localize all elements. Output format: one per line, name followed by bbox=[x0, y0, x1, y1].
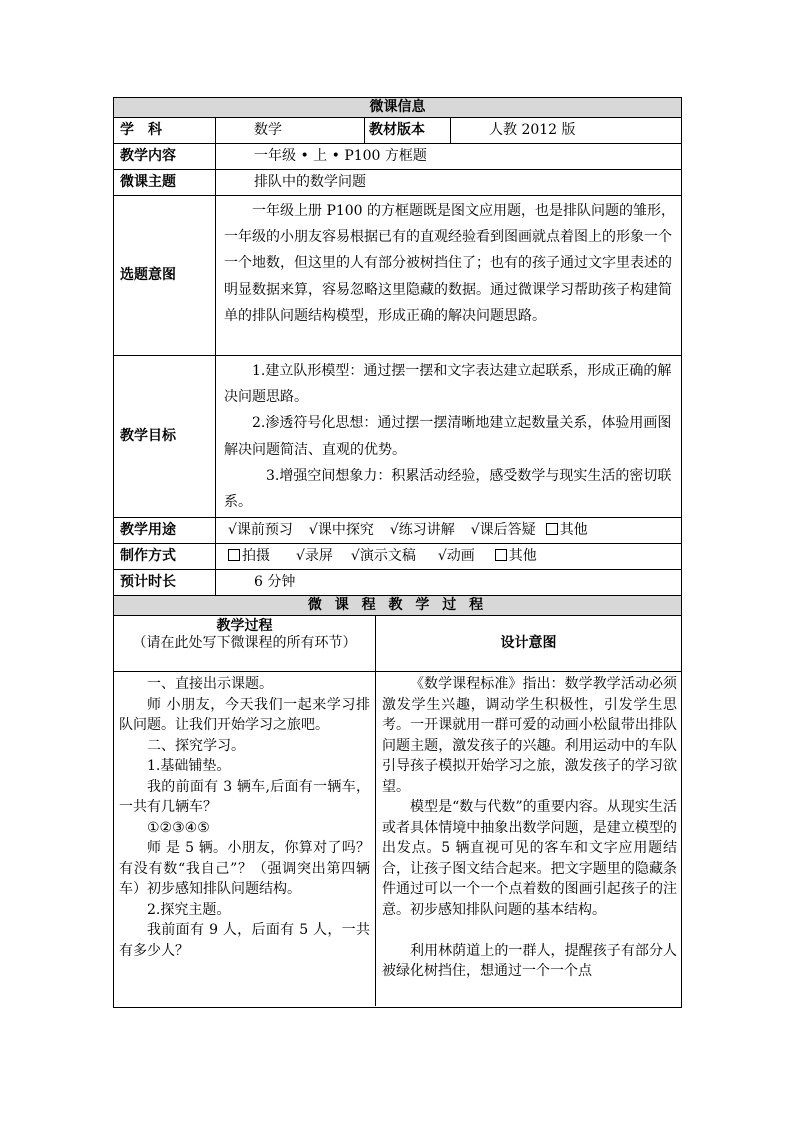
theme-value-text: 排队中的数学问题 bbox=[254, 174, 366, 190]
process-body bbox=[113, 672, 682, 1008]
teaching-col-subtitle: （请在此处写下微课程的所有环节） bbox=[132, 635, 357, 651]
theme-label-text: 微课主题 bbox=[120, 174, 176, 190]
intent-label bbox=[114, 196, 215, 355]
goal-item-3: 3.增强空间想象力：积累活动经验，感受数学与现实生活的密切联系。 bbox=[224, 467, 672, 511]
intent-col-header bbox=[376, 616, 681, 671]
duration-label-text: 预计时长 bbox=[120, 574, 176, 590]
usage-options bbox=[215, 518, 681, 543]
info-header bbox=[113, 97, 682, 118]
edition-value-text: 人教 2012 版 bbox=[489, 122, 576, 138]
design-intent bbox=[376, 672, 681, 1006]
method-option-shoot-label: 拍摄 bbox=[242, 548, 270, 564]
theme-label bbox=[114, 170, 215, 195]
subject-value-text: 数学 bbox=[254, 122, 282, 138]
usage-option-preview[interactable]: √课前预习 bbox=[228, 522, 293, 538]
usage-option-exercise[interactable]: √练习讲解 bbox=[389, 522, 455, 538]
subject-label-text: 学 科 bbox=[120, 122, 162, 138]
checkbox-empty-icon[interactable] bbox=[546, 523, 558, 535]
goals-label bbox=[114, 356, 215, 517]
duration-value bbox=[215, 570, 681, 595]
usage-label bbox=[114, 518, 215, 543]
teaching-step-6: ①②③④⑤ bbox=[147, 819, 210, 836]
method-options bbox=[215, 544, 681, 569]
content-label bbox=[114, 144, 215, 169]
process-title: 微 课 程 教 学 过 程 bbox=[307, 597, 488, 613]
intent-value bbox=[215, 196, 681, 355]
edition-label bbox=[364, 118, 450, 143]
checkbox-empty-icon[interactable] bbox=[228, 549, 240, 561]
subject-value bbox=[215, 118, 364, 143]
goals-value bbox=[215, 356, 681, 517]
usage-option-inclass[interactable]: √课中探究 bbox=[308, 522, 374, 538]
lesson-info-table bbox=[113, 97, 682, 1008]
subject-label bbox=[114, 118, 215, 143]
goal-item-2: 2.渗透符号化思想：通过摆一摆清晰地建立起数量关系，体验用画图解决问题简洁、直观的优势。 bbox=[224, 415, 672, 458]
teaching-step-9: 我前面有 9 人，后面有 5 人，一共有多少人？ bbox=[119, 922, 370, 959]
process-col-headers bbox=[113, 616, 682, 672]
teaching-step-1: 一、直接出示课题。 bbox=[147, 676, 273, 692]
usage-option-afterclass[interactable]: √课后答疑 bbox=[470, 522, 536, 538]
checkbox-empty-icon[interactable] bbox=[495, 549, 507, 561]
method-option-other-label: 其他 bbox=[508, 548, 537, 564]
intent-paragraph-1: 《数学课程标准》指出：数学教学活动必须激发学生兴趣，调动学生积极性，引发学生思考。一开课就用一群可爱的动画小松鼠带出排队问题主题，激发孩子的兴趣。利用运动中的车队引导孩子模拟开始学习之旅，激发孩子的学习欲望。 bbox=[382, 676, 677, 795]
intent-label-text: 选题意图 bbox=[120, 267, 176, 283]
duration-label bbox=[114, 570, 215, 595]
intent-paragraph-3: 利用林荫道上的一群人，提醒孩子有部分人被绿化树挡住，想通过一个一个点 bbox=[382, 942, 677, 979]
intent-paragraph: 一年级上册 P100 的方框题既是图文应用题，也是排队问题的雏形，一年级的小朋友容易根据已有的直观经验看到图画就点着图上的形象一个一个地数，但这里的人有部分被树挡住了；也有的孩子通过文字里表述的明显数据来算，容易忽略这里隐藏的数据。通过微课学习帮助孩子构建简单的排队问题结构模型，形成正确的解决问题思路。 bbox=[224, 203, 676, 324]
teaching-step-8: 2.探究主题。 bbox=[147, 901, 231, 918]
info-title: 微课信息 bbox=[369, 99, 426, 115]
goals-row bbox=[113, 356, 682, 518]
teaching-col-title: 教学过程 bbox=[216, 618, 273, 634]
method-option-shoot[interactable] bbox=[228, 544, 270, 569]
teaching-step-7: 师 是 5 辆。小朋友，你算对了吗？有没有数“我自己”？（强调突出第四辆车）初步感知排队问题结构。 bbox=[119, 840, 370, 897]
method-option-animation[interactable]: √动画 bbox=[437, 548, 475, 564]
goals-label-text: 教学目标 bbox=[120, 428, 176, 444]
theme-row bbox=[113, 170, 682, 196]
method-label bbox=[114, 544, 215, 569]
method-option-screen[interactable]: √录屏 bbox=[296, 548, 333, 564]
teaching-steps bbox=[114, 672, 376, 1006]
duration-value-text: 6 分钟 bbox=[254, 574, 296, 590]
subject-row bbox=[113, 118, 682, 144]
teaching-col-header bbox=[114, 616, 376, 671]
teaching-step-4: 1.基础铺垫。 bbox=[147, 758, 231, 774]
edition-value bbox=[450, 118, 681, 143]
goal-item-1: 1.建立队形模型：通过摆一摆和文字表达建立起联系，形成正确的解决问题思路。 bbox=[224, 363, 672, 406]
method-label-text: 制作方式 bbox=[120, 548, 176, 564]
usage-label-text: 教学用途 bbox=[120, 522, 176, 538]
intent-paragraph-2: 模型是“数与代数”的重要内容。从现实生活或者具体情境中抽象出数学问题，是建立模型的出发点。5 辆直视可见的客车和文字应用题结合，让孩子图文结合起来。把文字题里的隐藏条件通过可以一个一个点着数的图画引起孩子的注意。初步感知排队问题的基本结构。 bbox=[382, 799, 677, 918]
usage-row bbox=[113, 518, 682, 544]
theme-value bbox=[215, 170, 681, 195]
process-header bbox=[113, 596, 682, 616]
edition-label-text: 教材版本 bbox=[369, 122, 425, 138]
duration-row bbox=[113, 570, 682, 596]
teaching-step-2: 师 小朋友，今天我们一起来学习排队问题。让我们开始学习之旅吧。 bbox=[119, 696, 370, 733]
teaching-step-3: 二、探究学习。 bbox=[147, 737, 245, 754]
usage-option-other[interactable] bbox=[546, 518, 588, 543]
intent-row bbox=[113, 196, 682, 356]
content-label-text: 教学内容 bbox=[120, 148, 176, 164]
teaching-step-5: 我的前面有 3 辆车,后面有一辆车，一共有几辆车？ bbox=[119, 778, 370, 815]
intent-col-title: 设计意图 bbox=[500, 635, 557, 651]
method-option-slides[interactable]: √演示文稿 bbox=[350, 548, 416, 564]
content-value bbox=[215, 144, 681, 169]
method-row bbox=[113, 544, 682, 570]
content-row bbox=[113, 144, 682, 170]
usage-option-other-label: 其他 bbox=[559, 522, 588, 538]
content-value-text: 一年级 • 上 • P100 方框题 bbox=[254, 148, 427, 164]
method-option-other[interactable] bbox=[495, 544, 537, 569]
intent-paragraph-blank bbox=[382, 920, 677, 941]
